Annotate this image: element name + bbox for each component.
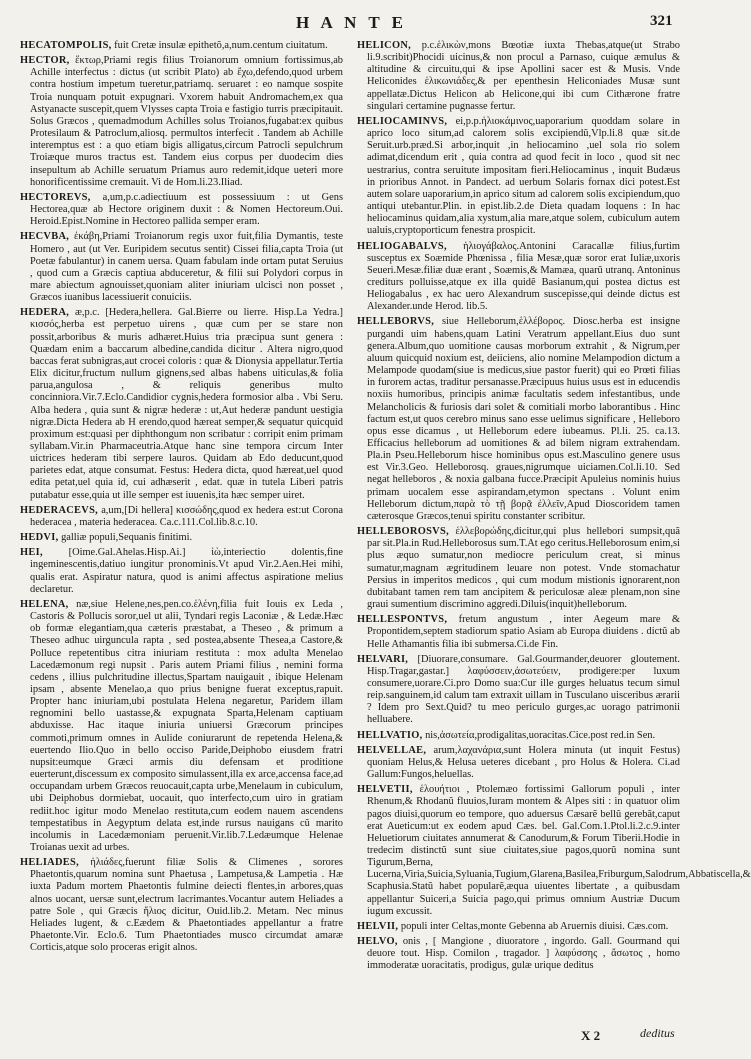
entry-definition: ἑλουήτιοι , Ptolemæo fortissimi Gallorum populi , inter Rhenum,& Rhodanũ fluuios,Iuram montem & Alpes siti : in quatuor olim pagos diuisi,quorum eo tempore, quo aduersus Cæsarẽ bellũ gerebãt,caput erat Aueticum:ut ex eodem apud Cæs. bel. Gal.Com.1.Ptol.li.2.c.9.inter Heluetiorum ciuitates annumerat & Canodurum,& Forum Tiberii.Hodie in tredecim distinctũ sunt siue ciuitates,siue pagos,quorũ nomina sunt Tigurum,Berna, Lucerna,Viria,Suicia,Syluania,Tugium,Glarena,Basilea,Friburgum,Salodrum,Abbatiscella,& Scaphusia.Statũ habet popularẽ,æqua uiuentes libertate , a quibusdam appellantur Suiceri,a Suicia pago,qui primus omnium Austriæ Ducum iugum excussit.: [367, 784, 751, 917]
entry-paragraph: [20, 532, 343, 544]
page-footer: [0, 1010, 700, 1050]
entry-definition: a,um,p.c.adiectiuum est possessiuum : ut Gens Hectorea,quæ ab Hectore originem duxit : & Nomen Hectoreum.Oui. Heroid.Epist.Nomine in Hectoreo pallida semper eram.: [30, 191, 343, 228]
entry-headword: HEDERA,: [20, 307, 70, 319]
entry-definition: æ,p.c. [Hedera,hellera. Gal.Bierre ou lierre. Hisp.La Yedra.] κισσός,herba est perpetuo uirens , quæ cum per se stare non possit,arboribus & muris adhæret.Huius tria præcipua sunt genera : Quædam enim a baccarum albedine,candida dicitur . Altera nigro,quod baccas ferat subnigras,aut crocei coloris : quæ & Dionysia appellatur.Tertia Elix dicitur,fructum nullum gignens,sed albas habens uiticulas,& folia parua,angulosa , & reliquis generibus multo concinniora.Vir.7.Eclo.Candidior cygnis,hedera formosior alba . Vbi Seru. Alba hedera , quia sunt & nigræ hederæ : ut,Aut hederæ pandunt uestigia nigræ.Dicta Hedera ab H erendo,quod hæreat semper,& sequatur quicquid proximum est:quasi per diphthongum non scribatur : corripit enim primam syllabam.Vir.in Pharmaceutria.Atque hanc sine tempora circum Inter uictrices hederam tibi serpere lauros. Quidam ab Edo deducunt,quod parietes edat, atque consumat. Festus: Hedera dicta, quod hæreat,uel quod edita petat,uel quia id, cui adhæserit , edat. quæ in tutela Liberi patris putabatur esse,quia ut ille semper est iuuenis,ita hæc semper uiret.: [30, 307, 343, 501]
entry-paragraph: [357, 921, 680, 933]
entry-definition: ἡλιάδες,fuerunt filiæ Solis & Climenes , sorores Phaetontis,quarum nomina sunt Phaetusa , Lampetusa,& Lampetia . Hæ iuxta Padum mortem Phaetontis fulmine deiecti flentes,in arbores,quas alnos uocant, uersæ sunt,electrum lacrimantes.Vocantur autem Heliades a patre Sole , qui Græcis ἥλιος dicitur, Ouid.lib.2. Metam. Nec minus Heliades lugent, & c.Eædem & Phaetontiades appellantur a fratre Phaetonte.Vir. Eclo.6. Tum Phaetontiades musco circumdat amaræ Corticis,atque solo proceras erigit alnos.: [30, 857, 343, 954]
entry-definition: [Oime.Gal.Ahelas.Hisp.Ai.] ἰὼ,interiectio dolentis,fine ingeminescentis,datiuo iungitur pronominis.Vt apud Vir.2.Aen.Hei mihi, qualis erat. Aspiratur natura, quod is animi affectus aspiratione melius declaretur.: [30, 547, 343, 595]
dictionary-entry: [20, 307, 343, 502]
dictionary-entry: [20, 532, 343, 544]
entry-definition: fuit Cretæ insulæ epithetõ,a,num.centum ciuitatum.: [114, 40, 328, 51]
entry-paragraph: [357, 526, 680, 611]
dictionary-entry: [357, 745, 680, 781]
entry-paragraph: [20, 599, 343, 854]
dictionary-entry: [357, 116, 680, 238]
entry-headword: HELVETII,: [357, 784, 413, 796]
entry-headword: HELICON,: [357, 40, 412, 51]
dictionary-entry: [357, 316, 680, 523]
entry-definition: onis , [ Mangione , diuoratore , ingordo. Gall. Gourmand qui deuore tout. Hisp. Comilon , tragador. ] λαφύσσης , ἄσωτος , homo immoderatæ uoracitatis, prodigus, gulæ urique deditus: [367, 936, 680, 972]
dictionary-entry: [357, 526, 680, 611]
entry-definition: ἕκτωρ,Priami regis filius Troianorum omnium fortissimus,ab Achille interfectus : dictus (ut scribit Plato) ab ἔχω,defendo,quod urbem contra hostium impetum tueretur,patriamq. seruaret : eo namque sospite Troia nunquam potuit expugnari. Vxorem habuit Andromachem,ex qua Astyanacte suscepit,quem Vlysses capta Troia e fastigio turris præcipitauit. Solus Græcos , quemadmodum Achilles solus Troianos,fugabat:ex quibus Protesilaum & Patroclum,aliosq. permultos interfecit . Tandem ab Achille interemptus est : a quo etiam bigis alligatus,circum Patrocli sepulchrum Troiæque muros tractus est. Tandem eius corpus per duodecim dies insepultum ab Achille seruatum Priamus auro redemit,idque ueteri more honorificentissime cremauit. Vi de Hom.li.23.Iliad.: [30, 55, 344, 188]
entry-headword: HECTOREVS,: [20, 191, 91, 203]
dictionary-entry: [357, 784, 751, 918]
entry-paragraph: [20, 40, 343, 52]
entry-headword: HELIOGABALVS,: [357, 240, 447, 252]
entry-paragraph: [20, 55, 343, 189]
entry-headword: HECVBA,: [20, 231, 70, 243]
entry-definition: ei,p.p.ἡλιοκάμινος,uaporarium quoddam solare in aprico loco situm,ad calorem solis excipiendũ,Vlp.li.8 quæ sit.de Seruit.urb.præd.Si arbor,inquit ,in heliocamino ,uel sola rio solem adimat,dicendum erit , quia contra ad quod fecit in loco , quod sit nec uestrarius, contra seruitute impositam fieri.Heliocaminus , inquit Budæus in prioribus Annot. in Pandect. ad uerbum Solaris fornax dici potest.Est autem solare uaporarium,in aprico situm ad calorem solis excipiendum,quo antiqui utebantur.Plin. in epist.lib.2.de Dieta quadam loquens : In hac heliocaminus quidam,alia xystum,alia mare,atque solem, cubiculum autem ualuis,cryptoporticum fenestra prospicit.: [367, 115, 680, 237]
entry-paragraph: [20, 307, 343, 502]
dictionary-entry: [20, 55, 343, 189]
dictionary-entry: [20, 231, 343, 304]
entry-paragraph: [357, 40, 680, 113]
entry-paragraph: [20, 857, 343, 954]
entry-definition: [Diuorare,consumare. Gal.Gourmander,deuorer gloutement. Hisp.Tragar,gastar.] λαφύσσειν,ἀσωτεύειν, prodigere:per luxum consumere,uorare.Ci.pro Domo sua:Cur ille gurges heluatus tecum simul reip.sanguinem,id calum tam extraxit uillam in Tusculano uisceribus ærarii ? Idem pro Sext.Quid? tu meo periculo gurges,ac uorago patrimonii helluabere.: [367, 653, 680, 726]
entry-headword: HELIOCAMINVS,: [357, 115, 448, 127]
entry-headword: HECATOMPOLIS,: [20, 40, 112, 51]
signature-mark: X 2: [581, 1028, 601, 1043]
entry-paragraph: [357, 614, 680, 650]
entry-headword: HELVO,: [357, 936, 398, 948]
dictionary-entry: [20, 40, 343, 52]
entry-headword: HEDVI,: [20, 532, 59, 544]
entry-headword: HELVII,: [357, 920, 399, 932]
running-title: H A N T E: [296, 13, 407, 32]
dictionary-entry: [357, 921, 680, 933]
entry-headword: HELLEBORVS,: [357, 316, 435, 328]
catchword: deditus: [640, 1026, 675, 1040]
entry-headword: HELENA,: [20, 598, 69, 610]
entry-definition: populi inter Celtas,monte Gebenna ab Aruernis diuisi. Cæs.com.: [400, 920, 669, 932]
entry-definition: arum,λαχανάρια,sunt Holera minuta (ut inquit Festus) quoniam Helus,& Helusa ueteres dicebant , pro Holus & Holera. Ci.ad Gallum:Fungos,heluellas.: [367, 744, 680, 781]
entry-paragraph: [357, 316, 680, 523]
entry-definition: ἑκάβη,Priami Troianorum regis uxor fuit,filia Dymantis, teste Homero , aut (ut Ver. Euripidem secutus sentit) Cissei filia,capta Troia (ut Poetæ fabulantur) in canem uersa. Quam fabulam inde ortam putat Seruius , quod cum a Græcis captiua abduceretur, & filii sui Polydori corpus in mare abiectum agnouisset,quoniam aliter iniuriam ulcisci non posset , Græcos iuanibus lacessiuerit conuiciis.: [30, 231, 343, 304]
entry-paragraph: [357, 654, 680, 727]
running-header: [0, 3, 700, 39]
entry-paragraph: [20, 231, 343, 304]
dictionary-entry: [357, 241, 680, 314]
entry-headword: HECTOR,: [20, 55, 70, 67]
entry-paragraph: [357, 730, 680, 742]
entry-paragraph: [20, 547, 343, 596]
page-number: 321: [650, 13, 673, 29]
entry-paragraph: [357, 116, 680, 238]
entry-headword: HELVARI,: [357, 653, 409, 665]
dictionary-entry: [357, 654, 680, 727]
entry-headword: HELIADES,: [20, 857, 80, 869]
entry-headword: HEI,: [20, 547, 43, 559]
entry-headword: HELLESPONTVS,: [357, 614, 448, 626]
entry-definition: siue Helleborum,ἑλλέβορος. Diosc.herba est insigne purgandi uim habens,quam Latini Veratrum appellant.Eius duo sunt genera.Album,quo uomitione causas morborum extrahit , & Nigrum,per aluum quicquid noxium est, deiiciens, alio nomine Melampodion dictum a Melampode quodam(siue is medicus,siue pastor fuerit) qui eo Prœti filias in furorem actas, traditur persanasse.Præcipuus huius usus est in educendis noxiis humoribus, principis animæ facultatis sedem infestantibus, unde Melancholicis & furiosis dari solet & comitiali morbo laborantibus . Hinc factum est,ut quos cerebro minus sano esse uelimus significare , Helleboro opus esse dicamus , ut Helleborum edere iubeamus. Pl.li. 25. ca.13. Efficacius helleborum ad uomitiones & ad bilem nigram extrahendam. Pla.in Pseu.Helleborum hisce hominibus opus est.Masculino genere usus est Vir.3.Geo. Helleborosq. graues,nigrumque uiciamen.Col.li.10. Sed negat helleboros , & noxia galbana fucce.Præcipit Apuleius nominis huius primam uocalem esse aspirandam,etymon spectans . Volunt enim Helleborum dictum,παρὰ τὸ τῇ βορᾷ ἐλλεῖν,Apud Dioscoridem tamen cæterosque Græcos,tenui spiritu constanter scribitur.: [367, 316, 680, 522]
dictionary-entry: [20, 599, 343, 854]
right-column: [357, 40, 751, 976]
entry-definition: næ,siue Helene,nes,pen.co.ἑλένη,filia fuit Iouis ex Leda , Castoris & Pollucis soror,uel ut alii, Tyndari regis Laconiæ , & Ledæ.Hæc ob formæ elegantiam,qua cæteris præstabat, a Theseo , & primum a Theseo adhuc uirguncula rapta , sed postea,absente Thesea,a Castore,& Polluce repetentibus citra iniuriam restituta : mox adulta Menelao Lacedæmonum regi nupsit . Paris autem Priami filius , nemini forma cedens , illius pulchritudine illectus,Spartam nauigauit , ibique Helenam ipsam , absente Menelao,a quo prius benigne fuerat exceptus,rapuit. Propter hanc iniuriam,ubi postulata Helena negaretur, Paridem illam regnomini bello uastasse,& expugnata Sparta,Helenam captiuam abduxisse. Hac itaque iniuria uniuersi Græcorum principes commoti,primum omnes in Aulide coniurarunt de repetenda Helena,& euertendo Ilio.Quo in bello occiso Paride,Deiphobo eiusdem fratri nupsit:eumque Græci armis diu defensam et proditione euerterunt,discessum ex composito simulassent,illa ex arce,accensa face,ad occupandam urbem Græcos reuocauit,capta urbe,Menelaum in cubiculum, ubi Deiphobus dormiebat, uocauit, quo interfecto,cum uiro in gratiam rediit.hoc igitur modo Menelao restituta,cum eodem nauem ascendens tempestatibus in Aegyptum delata est,inde rursus nauigans cũ marito incolumis in Lacedæmoniam peruenit.Vir.lib.7.Ledæumque Helenae Troianas uexit ad urbes.: [30, 598, 343, 853]
entry-headword: HELLEBOROSVS,: [357, 526, 449, 538]
dictionary-entry: [357, 40, 680, 113]
entry-headword: HEDERACEVS,: [20, 504, 99, 516]
left-column: [20, 40, 343, 957]
entry-definition: ἡλιογάβαλος.Antonini Caracallæ filius,furtim susceptus ex Soæmide Phœnissa , filia Mesæ,quæ soror erat Iuliæ,uxoris Seueri.Mesæ.filiæ duæ erant , Soæmis,& Mamæa, quarũ utranq. Antoninus crediturs polluisse,atque ex illa quidẽ Basianum,qui postea dictus est Heliogabalus , ex hac uero Alexandrum suscepisse,qui deinde dictus est Alexander.unde Herod. lib.5.: [367, 240, 680, 313]
entry-headword: HELLVATIO,: [357, 729, 423, 741]
entry-definition: galliæ populi,Sequanis finitimi.: [61, 532, 193, 544]
entry-headword: HELVELLAE,: [357, 744, 427, 756]
entry-paragraph: [357, 241, 680, 314]
dictionary-entry: [357, 614, 680, 650]
entry-definition: p.c.ἑλικὼν,mons Bœotiæ iuxta Thebas,atque(ut Strabo li.9.scribit)Phocidi uicinus,& non procul a Parnaso, cuique æmulus & altitudine & circuitu,qui & ipse Apollini sacer est & Musis. Vnde Heliconides ἑλικωνιάδες,& per epenthesin Heliconiades Musæ sunt appellatæ.Dictus Helicon ab Helicone,qui ibi cum Cithærone fratre singulari certamine pugnasse fertur.: [367, 40, 680, 112]
dictionary-entry: [357, 936, 680, 972]
entry-paragraph: [20, 505, 343, 529]
dictionary-entry: [20, 857, 343, 954]
entry-paragraph: [357, 784, 751, 918]
entry-definition: fretum angustum , inter Aegeum mare & Propontidem,septem stadiorum spatio Asiam ab Europa diuidens . dictũ ab Helle Athamantis filia ibi submersa.Ci.de Fin.: [367, 614, 680, 650]
dictionary-entry: [20, 192, 343, 228]
entry-paragraph: [20, 192, 343, 228]
dictionary-entry: [357, 730, 680, 742]
dictionary-entry: [20, 505, 343, 529]
entry-paragraph: [357, 745, 680, 781]
entry-definition: ἑλλεβορώδης,dicitur,qui plus hellebori sumpsit,quã par sit.Pla.in Rud.Helleborosus sum.T.At ego ceritus.Helleborosum enim,si plus æquo sumatur,non mediocre periculum creat, si minus sumatur,magnam ægritudinem leuare non potest. Vnde stomachatur Persius in imperitos medicos , qui cum modum mistionis ignorarent,non dubitabant tamen rem tam ancipitem & periculosæ aleæ plenam,non sine graui sumentium discrimino aggredi.Diluis(inquit)helleborum.: [367, 526, 680, 611]
entry-paragraph: [357, 936, 680, 972]
entry-definition: nis,ἀσωτεία,prodigalitas,uoracitas.Cice.post red.in Sen.: [425, 729, 656, 741]
dictionary-entry: [20, 547, 343, 596]
entry-definition: a,um,[Di hellera] κισσώδης,quod ex hedera est:ut Corona hederacea , materia hederacea. Ca.c.111.Col.lib.8.c.10.: [30, 504, 343, 528]
